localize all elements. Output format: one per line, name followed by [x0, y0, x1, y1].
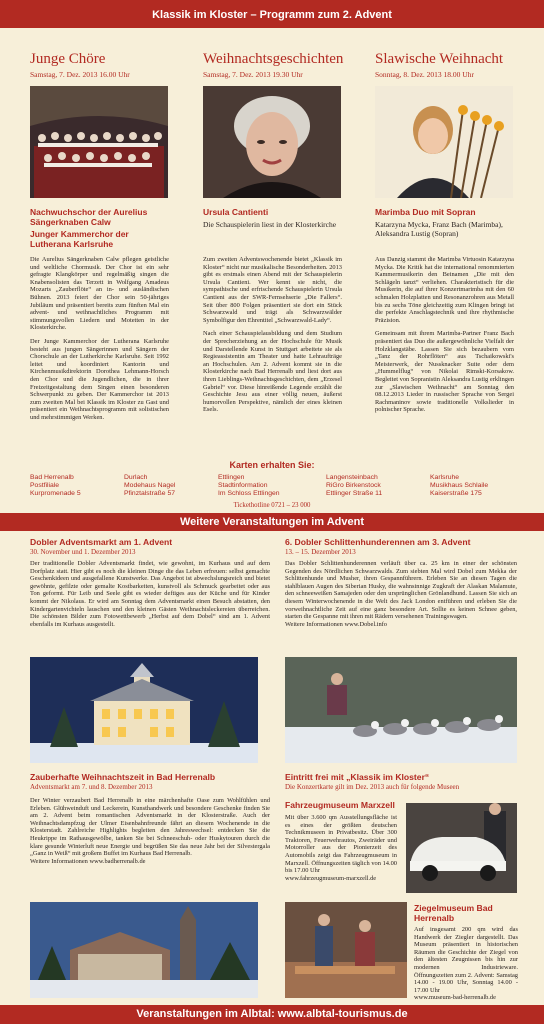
actress-photo [203, 86, 341, 198]
paragraph: Gemeinsam mit ihrem Marimba-Partner Franz Bach präsentiert das Duo die außergewöhnliche Vielfalt der Holzklangstäbe. Lassen Sie sich bezaubern vom „Tanz der Rohrflöten“ aus Tschaikowski's Meisterwerk, der Nussknacker Suite oder dem „Hummelflug“ von Nikolai Rimski-Korsakow. Begleitet von Sopranistin Aleksandra Lustig erklingen zur „Slawischen Weihnacht“ am Sonntag den 08.12.2013 Lieder in russischer Sprache von Sergei Rachmaninov sowie traditionelle Volkslieder in polnischer Sprache. [375, 330, 514, 414]
event-date: 13. – 15. Dezember 2013 [285, 548, 356, 556]
performer-name-2: Junger Kammerchor der Lutherana Karlsruhe [30, 229, 129, 249]
concert-2-performers [203, 207, 353, 229]
outlet-name: RiGro Birkenstock [326, 482, 381, 489]
outlet-name: Stadtinformation [218, 482, 268, 489]
event-text: Das Dobler Schlittenhunderennen verläuft über ca. 25 km in einer der schönsten Gegenden des Nördlichen Schwarzwalds. Zum siebten Mal wird Dobel zum Mekka der Schlittenhunde und Musher, ihren Gespannführern. Erleben Sie an diesen Tagen die stahlblauen Augen des Siberian Husky, die wahnsinnige Zugkraft der Alaskan Malamute, den schneeweißen Samajeden oder den ursprünglichen Grönlandhund. Lassen Sie sich an diesem Winterwochenende in die Welt des Jack London entführen und erleben Sie die vorweihnachtliche Zeit auf eine ganz besondere Art. Sollte es keinen Schnee geben, starten die Gespanne mit ihren mit Rädern versehenen Trainingswagen. [285, 560, 517, 621]
performer-name: Nachwuchschor der Aurelius Sängerknaben Calw [30, 207, 148, 227]
outlet-address: Kaiserstraße 175 [430, 490, 482, 497]
page-title: Klassik im Kloster – Programm zum 2. Advent [152, 9, 392, 21]
outlet-city: Durlach [124, 474, 148, 481]
outlet-city: Ettlingen [218, 474, 245, 481]
event-date: Adventsmarkt am 7. und 8. Dezember 2013 [30, 783, 153, 791]
concert-2-text [203, 256, 342, 420]
ticket-outlet-2 [124, 474, 214, 498]
outlet-name: Postfiliale [30, 482, 60, 489]
performer-subtitle: Katarzyna Mycka, Franz Bach (Marimba), Aleksandra Lustig (Sopran) [375, 220, 503, 238]
church-photo [30, 902, 258, 998]
concert-1-text [30, 256, 169, 427]
ticket-outlet-4 [326, 474, 421, 498]
outlet-city: Langensteinbach [326, 474, 378, 481]
footer-bar [0, 1005, 544, 1024]
event-date: 30. November und 1. Dezember 2013 [30, 548, 136, 556]
museum-ziegel [414, 903, 518, 1002]
footer-text[interactable]: Veranstaltungen im Albtal: www.albtal-tourismus.de [136, 1008, 408, 1020]
performer-name: Marimba Duo mit Sopran [375, 207, 476, 217]
event-text: Der traditionelle Dobler Adventsmarkt findet, wie gewohnt, im Kurhaus und auf dem Dorfplatz statt. Hier gibt es noch die kleinen Dinge die das Leben erfreuen: selbst gemachte Geschenkideen und ausgefallene Kunstwerke. Das Angebot ist abwechslungsreich und bietet gewöhnte, gefilzte oder gemalte Kostbarkeiten, kunstvoll als Schmuck gearbeitet oder aus Ton geformt. Für Leib und Seele gibt es wieder deftiges aus der Küche und für Kinder kommt der Nikolaus. Er wird am Sonntag dem Adventsmarkt einen Besuch abstatten, den Kindergartenvichteln lauschen und den kleinen Gästen Weihnachtsleckereien überreichen. Die schönsten Bilder zum Fotowettbewerb „Herbst auf dem Dobel“ sind am 1. Advent ebenfalls im Kurhaus ausgestellt. [30, 560, 270, 628]
event-title: Zauberhafte Weihnachtszeit in Bad Herrenalb [30, 772, 216, 782]
marimba-photo [375, 86, 513, 198]
museum-name: Ziegelmuseum Bad Herrenalb [414, 903, 493, 923]
event-title: Eintritt frei mit „Klassik im Kloster“ [285, 772, 430, 782]
outlet-address: Pfinztalstraße 57 [124, 490, 175, 497]
museum-link[interactable]: www.museum-bad-herrenalb.de [414, 994, 496, 1002]
events-bar [0, 513, 544, 531]
choir-photo [30, 86, 168, 198]
outlet-city: Karlsruhe [430, 474, 460, 481]
museum-text: Mit über 3.600 qm Ausstellungsfläche ist es eines der größten deutschen Technikmuseen in Privatbesitz. Über 300 Traktoren, Feuerwehrautos, Zweiräder und Motorroller aus der Pionierzeit des Automobils zeigt das Fahrzeugmuseum in Marxzell. Öffnungszeiten täglich von 14.00 bis 17.00 Uhr [285, 814, 397, 875]
concert-3 [375, 51, 525, 79]
performer-subtitle: Die Schauspielerin liest in der Klosterkirche [203, 220, 337, 229]
outlet-address: Kurpromenade 5 [30, 490, 81, 497]
ticket-outlet-1 [30, 474, 120, 498]
header-bar [0, 0, 544, 28]
concert-1-performers [30, 207, 170, 249]
concert-3-text [375, 256, 514, 420]
concert-1 [30, 51, 170, 79]
event-text: Der Winter verzaubert Bad Herrenalb in eine märchenhafte Oase zum Wohlfühlen und Erleben. Glühweinduft und Leckerein, Kunsthandwerk und besondere Geschenke finden Sie am 2. Advent beim romantischen Adventsmarkt in der Klosterstraße. Auch der Weihnachtsdampfzug der Ulmer Eisenbahnfreunde fährt an diesem Wochenende in die Klosterstadt. Zahlreiche Highlights begleiten den Jahreswechsel: entdecken Sie die Heukrippe im Rathausgewölbe, tanken Sie bei Schneeschuh- oder Huskytouren durch die klare gesunde Winterluft neue Energie und begrüßen Sie das neue Jahr bei der Silvestergala „Ganz in Weiß“ mit großem Buffet im Kurhaus Bad Herrenalb. [30, 797, 270, 858]
event-link[interactable]: Weitere Informationen www.Dobel.info [285, 620, 387, 628]
event-adventsmarkt [30, 537, 270, 628]
paragraph: Zum zweiten Adventswochenende bietet „Klassik im Kloster“ nicht nur musikalische Besonderheiten. 2013 gibt es erstmals einen Abend mit der Schauspielerin Ursula Cantieni. Wer kennt sie nicht, die sympathische und erfrischende Schauspielerin Ursula Cantieni aus der SWR-Fernsehserie „Die Fallers“. Seit über 800 Folgen präsentiert sie dort ein Stück Schwarzwald und trägt als Schwarzwälder Symbolfigur den Ehrentitel „Schwarzwald-Lady“. [203, 256, 342, 324]
paragraph: Aus Danzig stammt die Marimba Virtuosin Katarzyna Mycka. Die Kritik hat die international renommierten Kammermusikerin den Beinamen „Die mit den Schlägeln tanzt“ verliehen. Charakteristisch für die Musikerin, die auf ihrer Konzertmarimba mit den 60 schmalen Holzplatten und Resonanzrohren aus Metall bis zu sechs Töne gleichzeitig zum Klingen bringt ist die perfekte Anschlagstechnik und ihre rhythmische Präzision. [375, 256, 514, 324]
ticket-outlet-5 [430, 474, 525, 498]
event-schlittenhunde [285, 537, 517, 628]
event-herrenalb [30, 772, 270, 865]
paragraph: Nach einer Schauspielausbildung und dem Studium der Sprecherziehung an der Hochschule für Musik und Darstellende Kunst in Stuttgart arbeitete sie als Regieassistentin am Theater und hatte Lehraufträge an Hochschulen. Am 2. Advent kommt sie in die Klosterkirche nach Bad Herrenalb und liest dort aus ihren Lieblings-Weihnachtsgeschichten, dem „Erzesel Gabriel“ vor. Diese hinreißende Legende erzählt die Geschichte Jesu aus einer völlig neuen, äußerst humorvollen Perspektive, nämlich der eines kleinen Esels. [203, 330, 342, 414]
concert-date: Samstag, 7. Dez. 2013 16.00 Uhr [30, 70, 130, 79]
winter-house-photo [30, 657, 258, 763]
events-heading: Weitere Veranstaltungen im Advent [180, 516, 364, 528]
museum-fahrzeug [285, 800, 397, 882]
event-title: Dobler Adventsmarkt am 1. Advent [30, 537, 173, 547]
concert-2 [203, 51, 353, 79]
museum-name: Fahrzeugmuseum Marxzell [285, 800, 395, 810]
concert-title: Weihnachtsgeschichten [203, 51, 344, 67]
outlet-address: Ettlinger Straße 11 [326, 490, 383, 497]
concert-date: Samstag, 7. Dez. 2013 19.30 Uhr [203, 70, 303, 79]
concert-title: Slawische Weihnacht [375, 51, 504, 67]
ticket-hotline: Tickethotline 0721 – 23 000 [233, 502, 311, 509]
ticket-outlet-3 [218, 474, 313, 498]
outlet-name: Musikhaus Schlaile [430, 482, 489, 489]
concert-3-performers [375, 207, 525, 238]
outlet-address: Im Schloss Ettlingen [218, 490, 280, 497]
classic-car-photo [406, 803, 517, 893]
tickets-title: Karten erhalten Sie: [229, 460, 315, 470]
sled-dog-photo [285, 657, 517, 763]
performer-name: Ursula Cantienti [203, 207, 269, 217]
museum-text: Auf insgesamt 200 qm wird das Handwerk der Ziegler dargestellt. Das Museum präsentiert in historischen Räumen die Geschichte der Ziegel von den ältesten Zeugnissen bis hin zur modernen Industrieware. Öffnungszeiten zum 2. Advent: Samstag 14.00 - 19.00 Uhr, Sonntag 14.00 - 17.00 Uhr [414, 926, 518, 994]
museum-link[interactable]: www.fahrzeugmuseum-marxzell.de [285, 874, 377, 882]
event-link[interactable]: Weitere Informationen www.badherrenalb.de [30, 857, 146, 865]
concert-title: Junge Chöre [30, 51, 106, 67]
paragraph: Die Aurelius Sängerknaben Calw pflegen geistliche und weltliche Chormusik. Der Chor ist ein sehr gefragte Klangkörper und regelmäßig singen die Knabensolisten das Terzett in Wolfgang Amadeus Mozarts „Zauberflöte“ an in- und ausländischen Bühnen. 2013 feiert der Chor sein 50-jähriges Jubiläum und präsentiert bereits zum fünften Mal ein advent- und weihnachtliches Programm mit stimmungsvollen Liedern und Motetten in der Klosterkirche. [30, 256, 169, 332]
outlet-name: Modehaus Nagel [124, 482, 176, 489]
brick-museum-photo [285, 902, 407, 998]
paragraph: Der Junge Kammerchor der Lutherana Karlsruhe besteht aus jungen Sängerinnen und Sängern der Chorschule an der Lutherkirche Karlsruhe. Seit 1992 leitet und koordiniert Kantorin und Kirchenmusikdirektorin Dorothea Lehmann-Horsch den Chor und die Jugendlichen, die in ihrer Freizeitgestaltung dem Singen einen besonderen Schwerpunkt zu geben. Der Kammerchor ist 2013 zum zweiten Mal bei Klassik im Kloster zu Gast und präsentiert ein Weihnachtsprogramm mit solistischen und mehrstimmigen Werken. [30, 337, 169, 421]
concert-date: Sonntag, 8. Dez. 2013 18.00 Uhr [375, 70, 474, 79]
event-date: Die Konzertkarte gilt im Dez. 2013 auch für folgende Museen [285, 783, 460, 791]
event-eintritt-frei [285, 772, 517, 791]
outlet-city: Bad Herrenalb [30, 474, 74, 481]
event-title: 6. Dobler Schlittenhunderennen am 3. Advent [285, 537, 471, 547]
